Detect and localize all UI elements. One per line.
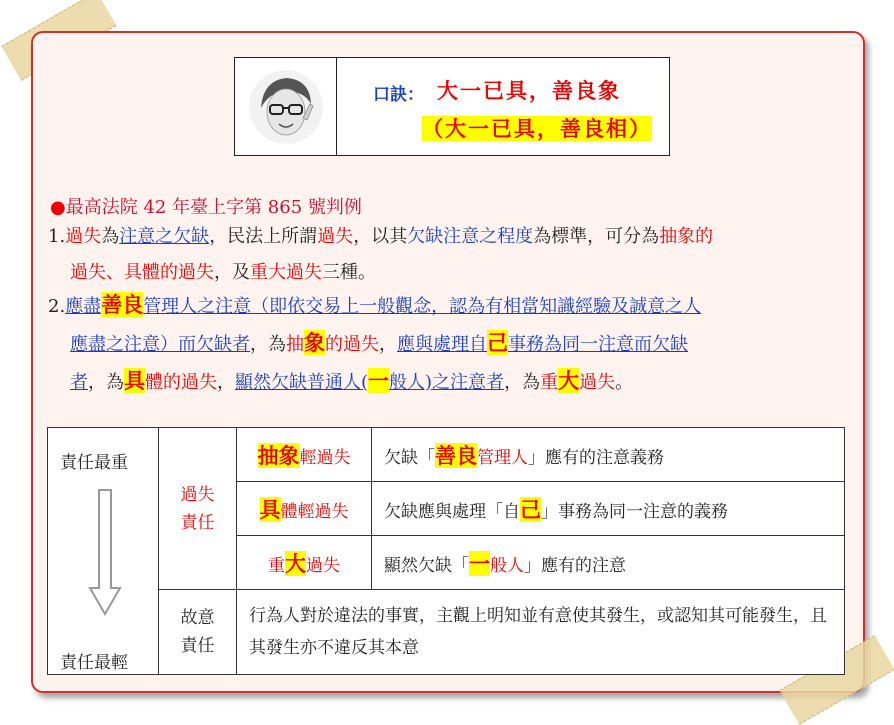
mnemonic-text xyxy=(337,58,669,155)
mnemonic-header xyxy=(234,57,670,156)
scale-top-label: 責任最重 xyxy=(60,453,128,473)
avatar-illustration xyxy=(247,68,325,146)
abstract-negligence: 抽象輕過失 xyxy=(237,428,372,482)
negligence-label: 過失 責任 xyxy=(159,428,237,590)
arrow-down-icon xyxy=(88,488,122,618)
case-title: ●最高法院 42 年臺上字第 865 號判例 xyxy=(50,197,362,218)
mnemonic-line-2: （大一已具，善良相） xyxy=(422,116,652,141)
responsibility-scale xyxy=(48,428,159,675)
avatar xyxy=(235,58,337,155)
gross-negligence: 重大過失 xyxy=(237,536,372,590)
intent-desc: 行為人對於違法的事實，主觀上明知並有意使其發生，或認知其可能發生，且其發生亦不違反其本意 xyxy=(237,590,845,675)
bullet-dot-icon: ● xyxy=(50,197,66,218)
gross-negligence-desc: 顯然欠缺「一般人」應有的注意 xyxy=(372,536,845,590)
negligence-table xyxy=(47,427,845,675)
mnemonic-line-1: 大一已具，善良象 xyxy=(437,78,621,103)
scale-bottom-label: 責任最輕 xyxy=(60,653,128,673)
intent-label: 故意 責任 xyxy=(159,590,237,675)
concrete-negligence: 具體輕過失 xyxy=(237,482,372,536)
mnemonic-label: 口訣： xyxy=(373,85,424,105)
paragraph-1: 1.過失為注意之欠缺，民法上所謂過失，以其欠缺注意之程度為標準，可分為抽象的 過失、具體的過失，及重大過失三種。 xyxy=(48,226,714,283)
paragraph-2: 2.應盡善良管理人之注意（即依交易上一般觀念，認為有相當知識經驗及誠意之人 應盡之注意）而欠缺者，為抽象的過失，應與處理自己事務為同一注意而欠缺 者，為具體的過失，顯然欠缺普通人(一般人)之注意者，為重大過失。 xyxy=(48,292,702,393)
abstract-negligence-desc: 欠缺「善良管理人」應有的注意義務 xyxy=(372,428,845,482)
concrete-negligence-desc: 欠缺應與處理「自己」事務為同一注意的義務 xyxy=(372,482,845,536)
